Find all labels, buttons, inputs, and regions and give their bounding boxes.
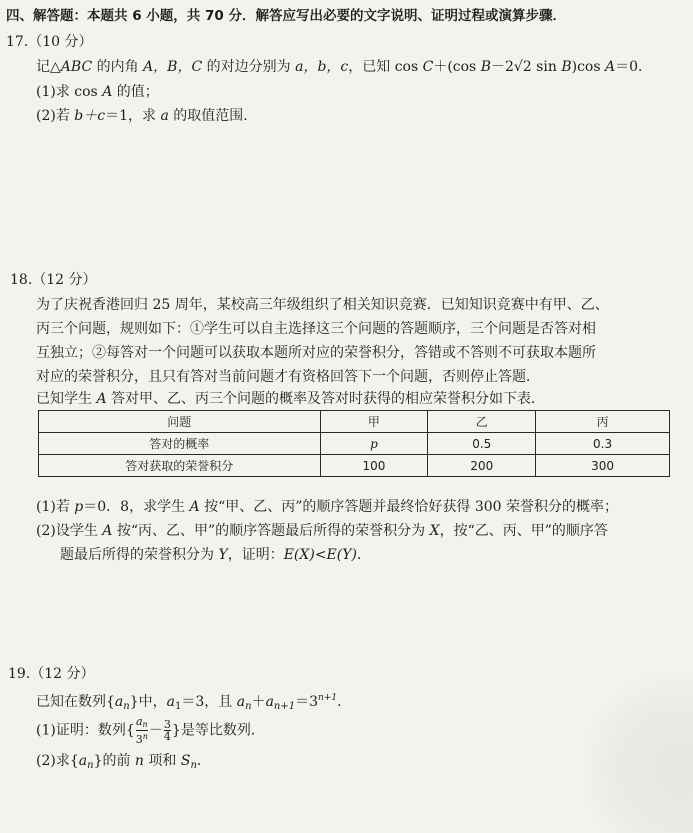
table-cell: 300 [536,455,670,477]
q17-number: 17.（10 分） [6,34,93,50]
table-cell: 100 [320,455,428,477]
q19-part2: (2)求$\{a_n\}$的前 n 项和 $S_n$． [36,753,211,771]
q19-stem: 已知在数列$\{a_n\}$中，$a_1=3$，且 $a_n+a_{n+1}=3^{n+1}$． [36,693,352,712]
q17-part1: (1)求 cos A 的值； [36,84,159,100]
q18-part2-line2: 题最后所得的荣誉积分为 Y，证明：E(X)<E(Y)． [60,547,371,563]
table-cell: p [320,433,428,455]
q18-part2-line1: (2)设学生 A 按“丙、乙、甲”的顺序答题最后所得的荣誉积分为 X，按“乙、丙、甲”的顺序答 [36,523,608,539]
q19-number: 19.（12 分） [8,666,95,682]
table-cell: 0.5 [428,433,536,455]
table-row [39,455,670,477]
table-header-cell: 甲 [320,411,428,433]
table-cell: 答对的概率 [39,433,321,455]
table-header-cell: 乙 [428,411,536,433]
fraction-three-quarters: $\frac{3}{4}$ [163,718,171,743]
table-header-cell: 丙 [536,411,670,433]
q18-line1: 为了庆祝香港回归 25 周年，某校高三年级组织了相关知识竞赛．已知知识竞赛中有甲、乙、 [36,297,609,313]
q18-line3: 互独立；②每答对一个问题可以获取本题所对应的荣誉积分，答错或不答则不可获取本题所 [36,345,596,361]
q18-line5: 已知学生 A 答对甲、乙、丙三个问题的概率及答对时获得的相应荣誉积分如下表． [36,391,546,407]
table-cell: 200 [428,455,536,477]
table-cell: 0.3 [536,433,670,455]
q18-line4: 对应的荣誉积分，且只有答对当前问题才有资格回答下一个问题，否则停止答题． [36,369,540,385]
score-table [38,410,670,477]
q19-part1: (1)证明：数列{ $\frac{an}{3^n}$ － $\frac{3}{4}$ }是等比数列． [36,715,265,746]
q17-stem: 记△ABC 的内角 A，B，C 的对边分别为 a，b，c，已知 cos C＋(cos B－2√2 sin B)cos A＝0． [36,59,653,75]
table-row [39,433,670,455]
table-header-cell: 问题 [39,411,321,433]
fraction-an-over-3n: $\frac{an}{3^n}$ [135,715,148,746]
watermark-shadow [583,673,693,833]
table-header-row [39,411,670,433]
q18-part1: (1)若 p＝0．8，求学生 A 按“甲、乙、丙”的顺序答题并最终恰好获得 300 荣誉积分的概率； [36,499,619,515]
q18-number: 18.（12 分） [10,272,97,288]
section-header: 四、解答题：本题共 6 小题，共 70 分．解答应写出必要的文字说明、证明过程或演算步骤． [6,8,566,24]
q17-part2: (2)若 b＋c＝1，求 a 的取值范围． [36,108,258,124]
q18-line2: 丙三个问题，规则如下：①学生可以自主选择这三个问题的答题顺序，三个问题是否答对相 [36,321,596,337]
table-cell: 答对获取的荣誉积分 [39,455,321,477]
